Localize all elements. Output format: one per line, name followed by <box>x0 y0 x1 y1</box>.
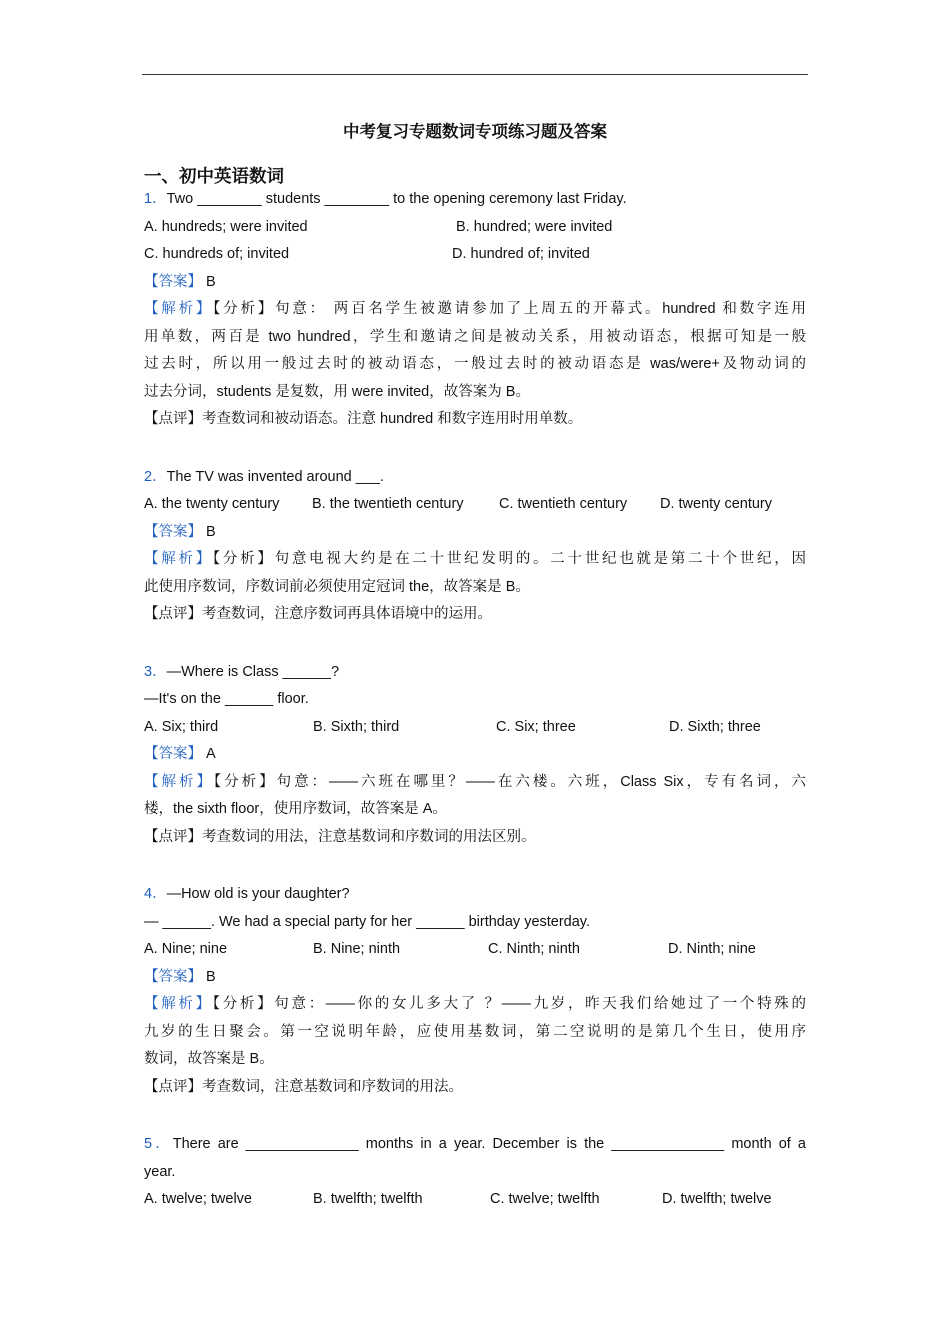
option-d: D. twelfth; twelve <box>662 1191 772 1207</box>
question-list <box>144 186 806 1214</box>
question-2-answer <box>144 519 806 547</box>
option-b: B. hundred; were invited <box>456 218 613 235</box>
analysis-tag: 【解析】 <box>144 301 214 317</box>
question-3-answer <box>144 741 806 769</box>
question-2-comment: 【点评】考查数词，注意序数词再具体语境中的运用。 <box>144 606 492 622</box>
question-3-stem: 3．—Where is Class ______? <box>144 663 340 680</box>
question-3-analysis-line: 楼，the sixth floor，使用序数词，故答案是 A。 <box>144 801 447 817</box>
answer-tag: 【答案】 <box>144 273 202 290</box>
answer-value: B <box>206 968 216 985</box>
analysis-tag: 【解析】 <box>144 773 214 790</box>
question-1-comment: 【点评】考查数词和被动语态。注意 hundred 和数字连用时用单数。 <box>144 411 583 427</box>
answer-tag: 【答案】 <box>144 523 202 540</box>
question-4-comment: 【点评】考查数词，注意基数词和序数词的用法。 <box>144 1078 463 1095</box>
option-c: C. Six; three <box>496 718 576 735</box>
answer-tag: 【答案】 <box>144 746 202 762</box>
question-2-analysis-line: 此使用序数词，序数词前必须使用定冠词 the，故答案是 B。 <box>144 578 530 595</box>
analysis-tag: 【解析】 <box>144 996 213 1012</box>
question-1-options-row-2 <box>144 241 806 269</box>
question-4-stem: 4．—How old is your daughter? <box>144 886 350 902</box>
answer-value: B <box>206 273 216 290</box>
analysis-tag: 【解析】 <box>144 551 213 567</box>
question-2-options <box>144 491 806 519</box>
option-d: D. twenty century <box>660 496 773 512</box>
option-d: D. Sixth; three <box>669 718 761 735</box>
question-3-analysis-line: 【解析】【分析】句意：——六班在哪里？——在六楼。六班，Class Six，专有名词，六 <box>144 773 806 790</box>
question-1-analysis-line: 用单数，两百是 two hundred，学生和邀请之间是被动关系，用被动语态，根据可知是一般 <box>144 328 806 345</box>
question-4-stem-line-2: — ______. We had a special party for her ______ birthday yesterday. <box>144 913 591 930</box>
question-number: 3． <box>144 663 167 680</box>
question-3-comment: 【点评】考查数词的用法，注意基数词和序数词的用法区别。 <box>144 828 536 845</box>
option-c: C. twentieth century <box>499 496 628 512</box>
question-4-analysis-line: 九岁的生日聚会。第一空说明年龄，应使用基数词，第二空说明的是第几个生日，使用序 <box>144 1023 806 1040</box>
question-4-analysis-line: 【解析】【分析】句意：——你的女儿多大了 ？——九岁，昨天我们给她过了一个特殊的 <box>144 996 806 1012</box>
document-title: 中考复习专题数词专项练习题及答案 <box>343 122 607 141</box>
answer-tag: 【答案】 <box>144 968 202 985</box>
question-2-stem: 2．The TV was invented around ___. <box>144 468 384 485</box>
question-4-options <box>144 936 806 964</box>
option-b: B. Sixth; third <box>313 718 400 735</box>
option-c: C. twelve; twelfth <box>490 1191 600 1207</box>
question-number: 4． <box>144 886 167 902</box>
option-a: A. Nine; nine <box>144 941 228 957</box>
option-c: C. Ninth; ninth <box>488 941 580 957</box>
question-5-stem: 5．There are ______________ months in a year. December is the ______________ month of a <box>144 1136 806 1152</box>
answer-value: A <box>206 746 216 762</box>
option-a: A. the twenty century <box>144 496 280 512</box>
question-4-analysis-line: 数词，故答案是 B。 <box>144 1051 274 1067</box>
question-1-analysis-line: 过去分词，students 是复数，用 were invited，故答案为 B。 <box>144 383 530 400</box>
option-d: D. Ninth; nine <box>668 941 756 957</box>
question-number: 5． <box>144 1136 173 1152</box>
answer-value: B <box>206 523 216 540</box>
question-3-stem-line-2: —It's on the ______ floor. <box>144 691 309 707</box>
header-rule <box>142 74 808 75</box>
question-3-options <box>144 714 806 742</box>
option-d: D. hundred of; invited <box>452 246 590 262</box>
option-a: A. hundreds; were invited <box>144 218 308 235</box>
option-b: B. Nine; ninth <box>313 941 401 957</box>
option-c: C. hundreds of; invited <box>144 246 290 262</box>
question-number: 2． <box>144 468 167 485</box>
option-a: A. twelve; twelve <box>144 1191 252 1207</box>
question-4-answer <box>144 964 806 992</box>
question-5-stem-line-2: year. <box>144 1163 176 1180</box>
question-1-options-row-1 <box>144 214 806 242</box>
option-b: B. twelfth; twelfth <box>313 1191 423 1207</box>
question-2-analysis-line: 【解析】【分析】句意电视大约是在二十世纪发明的。二十世纪也就是第二十个世纪，因 <box>144 551 806 567</box>
question-number: 1． <box>144 191 167 207</box>
question-1-stem: 1．Two ________ students ________ to the opening ceremony last Friday. <box>144 191 627 207</box>
option-a: A. Six; third <box>144 718 219 735</box>
question-1-answer <box>144 269 806 297</box>
question-5-options <box>144 1186 806 1214</box>
question-1-analysis-line: 【解析】【分析】句意： 两百名学生被邀请参加了上周五的开幕式。hundred 和数字连用 <box>144 301 806 317</box>
option-b: B. the twentieth century <box>312 496 464 512</box>
section-heading: 一、初中英语数词 <box>144 167 284 187</box>
question-1-analysis-line: 过去时，所以用一般过去时的被动语态，一般过去时的被动语态是 was/were+及物动词的 <box>144 356 806 372</box>
